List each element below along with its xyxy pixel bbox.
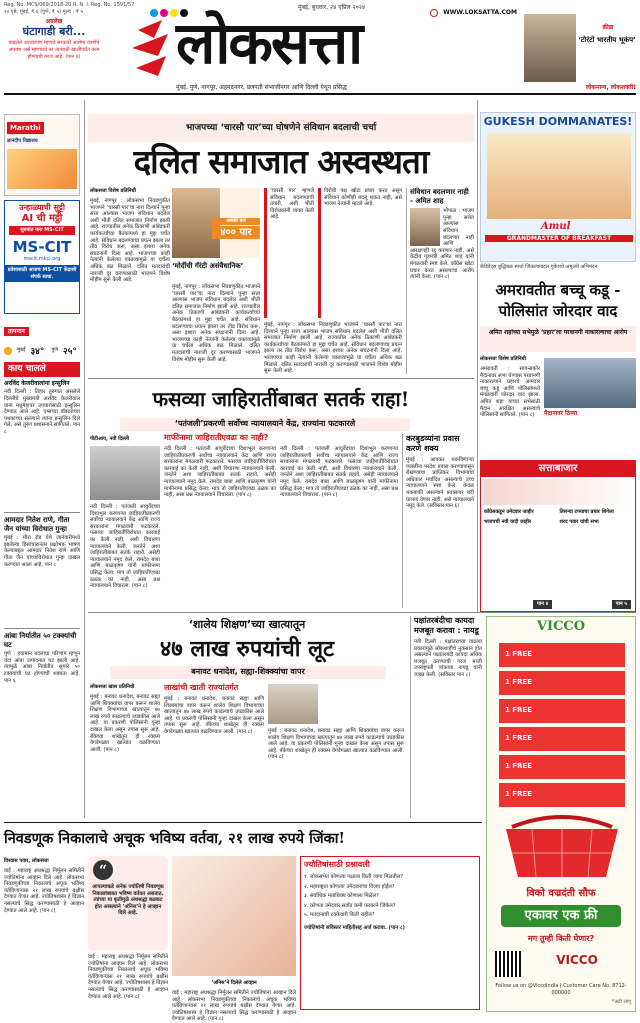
astrology-q-1: १. लोकसभेत कोणत्या पक्षाला किती जागा मिळतील? [304, 874, 404, 880]
lead-body-col1: मुंबई, नागपूर : लोकसभा निवडणुकीत भाजपने ‘चारसौ पार’चा नारा दिल्याने पुन्हा सत्ता आल्यास भाजप संविधान बदलेल अशी भीती दलित समाजात निर्माण झाली आहे. राज्यातील अनेक ठिकाणी आंबेडकरी कार्यकर्त्यांच्या बैठकांमध्ये हा मुद्दा चर्चेत आहे. संविधान बदलण्याचा प्रयत्न झाला तर तीव्र विरोध करू, असा इशारा अनेक संघटनांनी दिला आहे. भाजपच्या काही नेत्यांनी केलेल्या वक्तव्यांमुळे या चर्चेला अधिक बळ मिळाले. दलित मतदारांची नाराजी दूर करण्यासाठी भाजपने विशेष मोहीम सुरू केली आहे. [90, 198, 170, 284]
lead-quote-1 [264, 188, 314, 318]
astrology-q-2: २. महाराष्ट्रात कोणत्या उमेदवारांचा विजय होईल? [304, 883, 395, 890]
masthead-rule [4, 93, 636, 95]
gukesh-cartoon [487, 133, 631, 219]
mscit-cta: सुरुवात करा MS-CIT [9, 226, 75, 235]
editorial-kicker: अग्रलेख [45, 18, 63, 25]
mscit-url[interactable]: mscit.mkcl.org [23, 255, 61, 262]
amul-tagline: GRANDMASTER OF BREAKFAST [485, 235, 633, 242]
sattabazar-box[interactable] [480, 460, 636, 612]
vicco-footer-note: Follow us on @ViccoIndia | Customer Care No. 8712-000000 [495, 983, 627, 996]
vicco-pack-4: 1 FREE [499, 727, 625, 751]
lead-byline: लोकसत्ता विशेष प्रतिनिधी [90, 188, 136, 194]
sports-promo[interactable] [524, 14, 636, 82]
website-block[interactable] [430, 2, 540, 14]
amravati-body: अमरावती : सायन्सकोर मैदानावर सभा घेण्यास परवानगी नाकारल्याने प्रहारचे आमदार बच्चू कडू आणि पोलिसांमध्ये मंगळवारी जोरदार वाद झाला. अमित शहा यांच्या सभेसाठी मैदान आरक्षित असल्याचे पोलिसांनी सांगितले. (पान ८) [480, 366, 540, 419]
promo-text: ‘टोरंटो भारतीय भूकंप’ [578, 36, 636, 44]
amravati-sub: अमित शहांच्या सभेमुळे ‘प्रहार’ला परवानगी नाकारल्याचा आरोप [480, 326, 636, 352]
vicco-footer-brand: VICCO [556, 953, 598, 967]
left-column-rule [84, 100, 85, 818]
school-ad-brand: Marathi [7, 122, 44, 134]
left-divider-2 [4, 628, 80, 629]
masthead-editions: मुंबई, पुणे, नागपूर, अहमदनगर, छत्रपती संभाजीनगर आणि दिल्ली येथून प्रसिद्ध [176, 84, 347, 91]
school-fund-body-3: मुंबई : बनावट धनादेश, बनावट सह्या आणि शिक्क्यांचा वापर करून शालेय शिक्षण विभागाच्या खात्यातून ४७ लाख रुपये काढल्याचे उघडकीस आले आहे. या प्रकरणी पोलिसांनी गुन्हा दाखल केला असून तपास सुरू आहे. बँकेच्या शाखेतून ही रक्कम वेगवेगळ्या खात्यांत वळविण्यात आली. (पान ८) [268, 728, 404, 761]
patanjali-byline: पीटीआय, नवी दिल्ली [90, 436, 130, 442]
city-date: मुंबई, बुधवार, २४ एप्रिल २०२४ [298, 4, 365, 11]
left-brief-2[interactable] [4, 516, 80, 626]
astrology-cartoon-caption: ‘अंनिस’ने दिलेले आव्हान [211, 980, 257, 986]
sattabazar-graphic [483, 479, 633, 505]
lead-kicker-bar [88, 114, 474, 142]
lead-body-col3: मुंबई, नागपूर : लोकसभा निवडणुकीत भाजपने ‘चारसौ पार’चा नारा दिल्याने पुन्हा सत्ता आल्यास भाजप संविधान बदलेल अशी भीती दलित समाजात निर्माण झाली आहे. राज्यातील अनेक ठिकाणी आंबेडकरी कार्यकर्त्यांच्या बैठकांमध्ये हा मुद्दा चर्चेत आहे. संविधान बदलण्याचा प्रयत्न झाला तर तीव्र विरोध करू, असा इशारा अनेक संघटनांनी दिला आहे. भाजपच्या काही नेत्यांनी केलेल्या वक्तव्यांमुळे या चर्चेला अधिक बळ मिळाले. दलित मतदारांची नाराजी दूर करण्यासाठी भाजपने विशेष मोहीम सुरू केली आहे. [264, 322, 402, 375]
mscit-footer: प्रवेशासाठी आजच MS-CIT केंद्राशी संपर्क साधा. [5, 265, 79, 282]
modi-photo-box[interactable] [172, 188, 260, 258]
school-dept-photo [268, 684, 318, 724]
vicco-slogan-1: विको वज्रदंती सौफ [526, 888, 596, 899]
astrology-box-title: ज्योतिषांसाठी प्रश्नावली [304, 860, 370, 869]
sattabazar-item-2[interactable]: तिसऱ्या टप्प्याचा प्रचार शिगेला [559, 509, 614, 515]
vicco-pack-1: 1 FREE [499, 643, 625, 667]
astrology-body-3: वाई : महाराष्ट्र अंधश्रद्धा निर्मूलन समितीने ज्योतिषांना आव्हान दिले आहे. लोकसभा निवडणुकीच्या निकालाचे अचूक भविष्य वर्तविणाऱ्यास २१ लाख रुपयांचे बक्षीस देण्यात येणार आहे. ज्योतिषशास्त्र हे विज्ञान नसल्याचे सिद्ध करण्यासाठी हे आव्हान देण्यात आले आहे. (पान ८) [172, 990, 296, 1023]
weather-val-mumbai: ३४° [30, 347, 45, 357]
astrology-quote-box [88, 856, 168, 950]
quote-mark-icon [92, 860, 114, 880]
astrology-quote: आपल्याकडे अनेक ज्योतिषी निवडणूक निकालांबाबत भविष्य वर्तवत असतात. त्यांच्या या कृतीमुळे अंधश्रद्धा बळकट होत असल्याने ‘अंनिस’ने हे आव्हान दिले आहे. [92, 884, 164, 917]
mscit-sub: AI ची मट्ठी [21, 213, 63, 224]
sun-icon [4, 347, 12, 355]
sattabazar-title: सत्ताबाजार [481, 461, 635, 477]
modi-caption: ‘मोदींची गॅरंटी असंवैधानिक’ [172, 262, 244, 270]
brief-3-title: आंबा निर्यातीत ५० टक्क्यांची घट [4, 632, 77, 649]
mscit-head: उन्हाळ्याची सुट्टी [19, 203, 65, 212]
svg-text:“: “ [98, 863, 108, 879]
amravati-photo [544, 358, 636, 408]
vicco-packs [499, 643, 625, 813]
weather-label: तापमान [4, 327, 29, 336]
left-divider-1 [4, 512, 80, 513]
school-ad-graphic [7, 149, 77, 189]
vicco-pack-6: 1 FREE [499, 783, 625, 807]
left-brief-1[interactable] [4, 380, 80, 510]
amravati-headline[interactable]: अमरावतीत बच्चू कडू - पोलिसांत जोरदार वाद [495, 281, 621, 320]
editorial-text: वाढलेले आजारपण म्हणजे सरकारी आरोग्य यंत्रणेचे अपयश असे म्हणायचे तर त्यासाठी खालीपर्यंत काम होण्याची गरज आहे. (पान ४) [8, 40, 100, 60]
kaay-chalale-banner: काय चालले [4, 362, 80, 377]
school-fund-headline[interactable]: ४७ लाख रुपयांची लूट [159, 636, 335, 662]
registration-line: Reg. No. MCS/069/2018-20 R. N. I. Reg. No. 1591/57 [4, 2, 135, 8]
mscit-logo: MS-CIT [12, 237, 72, 256]
brief-3-text: पुणे : हवामान बदलाचा परिणाम म्हणून यंदा आंबा उत्पादनात घट झाली आहे. त्यामुळे आंबा निर्यातीत सुमारे ५० टक्क्यांची घट होण्याची शक्यता आहे. पान ६ [4, 651, 80, 684]
school-fund-kicker: ‘शालेय शिक्षण’च्या खात्यातून [188, 618, 306, 631]
tax-evaders-head: करबुडव्यांना प्रवास करणे शक्य [406, 434, 460, 453]
amravati-byline: लोकसत्ता विशेष प्रतिनिधी [480, 356, 526, 362]
amravati-photo-caption: मैदानावर ठिय्या [544, 410, 578, 417]
promo-photo [524, 14, 576, 82]
right-column-rule [477, 100, 478, 612]
price-line: १० पृष्ठे, मुंबई, ₹ ६ (पुणे, ₹ ५) मूल्य : ₹ ५ [4, 9, 84, 15]
quote-2-text: विरोधी पक्ष खोटा प्रचार करत असून संविधान कोणीही बदलू शकत नाही, असे भाजप नेत्यांनी म्हटले आहे. [324, 188, 402, 208]
amit-shah-head: संविधान बदलणार नाही - अमित शाह [410, 188, 469, 205]
anti-defection-text: नवी दिल्ली : पक्षांतराच्या वाढत्या प्रकारांमुळे लोकशाहीचे नुकसान होत असल्याने पक्षांतरबंदी कायदा अधिक मजबूत करण्याची गरज माजी उपराष्ट्रपती व्यंकय्या नायडू यांनी व्यक्त केली. (सविस्तर पान ८) [414, 639, 482, 678]
left-brief-3[interactable] [4, 632, 80, 732]
vicco-qr-code [495, 951, 521, 977]
website-url[interactable]: WWW.LOKSATTA.COM [443, 8, 517, 16]
astrology-q-4: ४. कोणता उमेदवार सर्वांत कमी फरकाने जिंकेल? [304, 902, 396, 909]
patanjali-sub: ‘पतंजली’प्रकरणी सर्वोच्च न्यायालयाने केंद्र, राज्यांना फटकारले [120, 418, 410, 431]
logo-flame-icon [128, 18, 174, 78]
lead-kicker: भाजपच्या ‘चारसौ पार’च्या घोषणेने संविधान बदलाची चर्चा [185, 123, 377, 133]
vicco-pack-3: 1 FREE [499, 699, 625, 723]
astrology-byline: विश्वास पवार, लोकसत्ता [4, 858, 49, 864]
modi-badge-big: ४०० पार [212, 226, 260, 239]
tax-evaders-text: मुंबई : आयकर थकविणाऱ्या व्यक्तींना परदेश प्रवास करण्यापासून रोखण्याचा प्राप्तिकर विभागाचा अधिकार मर्यादित असल्याचे उच्च न्यायालयाने स्पष्ट केले. केवळ थकबाकी असल्याने प्रवासावर बंदी घालता येणार नाही, असे न्यायालयाने नमूद केले. (सविस्तर पान ६) [406, 457, 474, 510]
vicco-terms: *अटी लागू [611, 999, 631, 1005]
school-fund-body-2: मुंबई : बनावट धनादेश, बनावट सह्या आणि शिक्क्यांचा वापर करून शालेय शिक्षण विभागाच्या खात्यातून ४७ लाख रुपये काढल्याचे उघडकीस आले आहे. या प्रकरणी पोलिसांनी गुन्हा दाखल केला असून तपास सुरू आहे. बँकेच्या शाखेतून ही रक्कम वेगवेगळ्या खात्यांत वळविण्यात आली. (पान ८) [164, 696, 264, 735]
amit-shah-photo [410, 208, 440, 246]
astrology-headline[interactable]: निवडणूक निकालाचे अचूक भविष्य वर्तवा, २१ लाख रुपये जिंका! [4, 830, 345, 847]
anti-defection-box[interactable] [410, 616, 482, 818]
lead-bottom-rule [88, 378, 474, 379]
patanjali-body-2: नवी दिल्ली : पतंजली आयुर्वेदच्या दिशाभूल करणाऱ्या जाहिरातींप्रकरणी सर्वोच्च न्यायालयाने केंद्र आणि राज्य सरकारांना मंगळवारी फटकारले. फसव्या जाहिरातींविरोधात कारवाई का केली नाही, अशी विचारणा न्यायालयाने केली. जनतेने अशा जाहिरातींबाबत सतर्क राहावे, असेही न्यायालयाने नमूद केले. रामदेव बाबा आणि बाळकृष्ण यांनी माफीनामा प्रसिद्ध केला; मात्र तो जाहिरातीएवढा ठळक का नाही, असा प्रश्न न्यायालयाने विचारला. (पान ८) [164, 446, 276, 499]
astrology-q-3: ३. सर्वाधिक मताधिक्य कोणाला मिळेल? [304, 893, 379, 900]
tax-evaders-box[interactable] [402, 434, 474, 608]
school-fund-body-1: मुंबई : बनावट धनादेश, बनावट सह्या आणि शिक्क्यांचा वापर करून शालेय शिक्षण विभागाच्या खात्यातून ४७ लाख रुपये काढल्याचे उघडकीस आले आहे. या प्रकरणी पोलिसांनी गुन्हा दाखल केला असून तपास सुरू आहे. बँकेच्या शाखेतून ही रक्कम वेगवेगळ्या खात्यांत वळविण्यात आली. (पान ८) [90, 694, 160, 753]
modi-badge-small: अबकी बार [212, 218, 260, 225]
sattabazar-item-3[interactable]: भाजपची नवी यादी जाहीर [484, 518, 532, 525]
patanjali-box-title: माफीनामा जाहिरातीएवढा का नाही? [164, 433, 269, 442]
astrology-q-5: ५. मतदानाची टक्केवारी किती राहील? [304, 912, 375, 919]
lead-quote-2 [318, 188, 402, 318]
astrology-cartoon [172, 856, 296, 976]
shopping-basket-icon [502, 813, 622, 879]
quote-1-text: ‘चारसौ पार’ म्हणजे संविधान बदलण्याची तयारी, अशी भीती विरोधकांनी व्यक्त केली आहे. [270, 188, 314, 221]
editorial-teaser[interactable] [4, 18, 104, 86]
story3-bottom-rule [4, 822, 482, 823]
sattabazar-page-2[interactable]: पान ५ [612, 600, 631, 609]
school-fund-sub: बनावट धनादेश, सह्या-शिक्क्यांचा वापर [110, 666, 386, 679]
story2-bottom-rule [88, 612, 636, 613]
amit-shah-box[interactable] [406, 188, 474, 374]
astrology-body-2: वाई : महाराष्ट्र अंधश्रद्धा निर्मूलन समितीने ज्योतिषांना आव्हान दिले आहे. लोकसभा निवडणुकीच्या निकालाचे अचूक भविष्य वर्तविणाऱ्यास २१ लाख रुपयांचे बक्षीस देण्यात येणार आहे. ज्योतिषशास्त्र हे विज्ञान नसल्याचे सिद्ध करण्यासाठी हे आव्हान देण्यात आले आहे. (पान ८) [88, 954, 168, 1000]
vicco-slogan-2: एकावर एक फ्री [501, 905, 621, 927]
brief-1-title: अरविंद केजरीवालांना इन्सुलिन [4, 380, 70, 387]
weather-city-mumbai: मुंबई [17, 347, 26, 354]
patanjali-body-1: नवी दिल्ली : पतंजली आयुर्वेदच्या दिशाभूल करणाऱ्या जाहिरातींप्रकरणी सर्वोच्च न्यायालयाने केंद्र आणि राज्य सरकारांना मंगळवारी फटकारले. फसव्या जाहिरातींविरोधात कारवाई का केली नाही, अशी विचारणा न्यायालयाने केली. जनतेने अशा जाहिरातींबाबत सतर्क राहावे, असेही न्यायालयाने नमूद केले. रामदेव बाबा आणि बाळकृष्ण यांनी माफीनामा प्रसिद्ध केला; मात्र तो जाहिरातीएवढा ठळक का नाही, असा प्रश्न न्यायालयाने विचारला. (पान ८) [90, 504, 160, 590]
anti-defection-head: पक्षांतरबंदीचा कायदा मजबूत करावा : नायडू [414, 616, 479, 635]
vicco-pack-2: 1 FREE [499, 671, 625, 695]
astrology-body-1: वाई : महाराष्ट्र अंधश्रद्धा निर्मूलन समितीने ज्योतिषांना आव्हान दिले आहे. लोकसभा निवडणुकीच्या निकालाचे अचूक भविष्य वर्तविणाऱ्यास २१ लाख रुपयांचे बक्षीस देण्यात येणार आहे. ज्योतिषशास्त्र हे विज्ञान नसल्याचे सिद्ध करण्यासाठी हे आव्हान देण्यात आले आहे. (पान ८) [4, 868, 84, 914]
school-fund-box-title: लाखांची खाती राज्यांतर्गत [164, 683, 239, 692]
lead-body-col2: मुंबई, नागपूर : लोकसभा निवडणुकीत भाजपने ‘चारसौ पार’चा नारा दिल्याने पुन्हा सत्ता आल्यास भाजप संविधान बदलेल अशी भीती दलित समाजात निर्माण झाली आहे. राज्यातील अनेक ठिकाणी आंबेडकरी कार्यकर्त्यांच्या बैठकांमध्ये हा मुद्दा चर्चेत आहे. संविधान बदलण्याचा प्रयत्न झाला तर तीव्र विरोध करू, असा इशारा अनेक संघटनांनी दिला आहे. भाजपच्या काही नेत्यांनी केलेल्या वक्तव्यांमुळे या चर्चेला अधिक बळ मिळाले. दलित मतदारांची नाराजी दूर करण्यासाठी भाजपने विशेष मोहीम सुरू केली आहे. [172, 284, 260, 363]
amit-shah-text: भोपाळ : भाजप पुन्हा सत्तेत आल्यास संविधान बदलणार नाही आणि आरक्षणही रद्द करणार नाही, असे केंद्रीय गृहमंत्री अमित शाह यांनी मंगळवारी स्पष्ट केले. काँग्रेस खोटा प्रचार करत असल्याचा आरोप त्यांनी केला. (पान ८) [410, 208, 474, 281]
amul-logo: Amul [541, 221, 571, 232]
weather-city-pune: पुणे [51, 347, 58, 354]
school-ad-caption: ज्ञानदीप विद्यालय [7, 138, 38, 144]
gukesh-title: GUKESH DOMMANATES! [483, 115, 633, 128]
weather-box [4, 318, 80, 357]
vicco-ad[interactable] [486, 616, 636, 1012]
school-ad[interactable] [4, 114, 80, 196]
brief-2-title: आमदार नितेश राणे, गीता जैन यांच्या विरोधात गुन्हा [4, 516, 70, 533]
astrology-box-foot: ज्योतिषांनी सविस्तर माहितीसह अर्ज करावा. (पान ८) [304, 924, 406, 931]
patanjali-headline[interactable]: फसव्या जाहिरातींबाबत सतर्क राहा! [152, 387, 410, 411]
sattabazar-page-1[interactable]: पान ४ [533, 600, 552, 609]
masthead-title: लोकसत्ता [176, 9, 362, 77]
vicco-slogan-3: मग तुम्ही किती घेणार? [527, 934, 595, 943]
gukesh-caption: कॅंडिडेट्स बुद्धिबळ स्पर्धा जिंकल्याबद्दल गुकेशचे अमूलचे अभिनंदन [480, 264, 598, 270]
mscit-ad[interactable] [4, 200, 80, 314]
sattabazar-item-4[interactable]: शरद पवार यांची सभा [559, 518, 599, 525]
masthead-tagline: लोकमान्य, लोकशक्ती! [585, 84, 636, 91]
patanjali-body-3: नवी दिल्ली : पतंजली आयुर्वेदच्या दिशाभूल करणाऱ्या जाहिरातींप्रकरणी सर्वोच्च न्यायालयाने केंद्र आणि राज्य सरकारांना मंगळवारी फटकारले. फसव्या जाहिरातींविरोधात कारवाई का केली नाही, अशी विचारणा न्यायालयाने केली. जनतेने अशा जाहिरातींबाबत सतर्क राहावे, असेही न्यायालयाने नमूद केले. रामदेव बाबा आणि बाळकृष्ण यांनी माफीनामा प्रसिद्ध केला; मात्र तो जाहिरातीएवढा ठळक का नाही, असा प्रश्न न्यायालयाने विचारला. (पान ८) [280, 446, 398, 499]
vicco-pack-5: 1 FREE [499, 755, 625, 779]
vicco-brand-logo: VICCO [536, 619, 586, 634]
supreme-court-photo [90, 446, 160, 500]
amul-gukesh-ad[interactable] [480, 112, 636, 262]
brief-1-text: नवी दिल्ली : तिहार तुरुंगात असलेले दिल्लीचे मुख्यमंत्री अरविंद केजरीवाल यांना मधुमेहावर उपचारासाठी इन्सुलिन देण्यात आले आहे. एम्सच्या डॉक्टरांच्या पथकाच्या सल्ल्याने त्यांना इन्सुलिन दिले गेले, असे तुरुंग प्रशासनाने सांगितले. पान ८ [4, 389, 80, 435]
sattabazar-item-1[interactable]: कॉंग्रेसकडून उमेदवार जाहीर [484, 509, 534, 515]
brief-2-text: मुंबई : मीरा रोड येथे जानेवारीमध्ये झालेल्या हिंसाचारानंतर प्रक्षोभक भाषण केल्याबद्दल आमदार नितेश राणे आणि गीता जैन यांच्याविरोधात गुन्हा दाखल करण्यात आला आहे. पान ८ [4, 535, 80, 568]
lead-headline[interactable]: दलित समाजात अस्वस्थता [133, 142, 429, 181]
promo-kicker: क्रीडा [602, 24, 614, 31]
astrology-question-box[interactable] [300, 856, 480, 1010]
school-fund-byline: लोकसत्ता खास प्रतिनिधी [90, 684, 135, 690]
weather-val-pune: २५° [63, 347, 77, 357]
editorial-title: घंटागाडी बरी... [22, 25, 86, 39]
